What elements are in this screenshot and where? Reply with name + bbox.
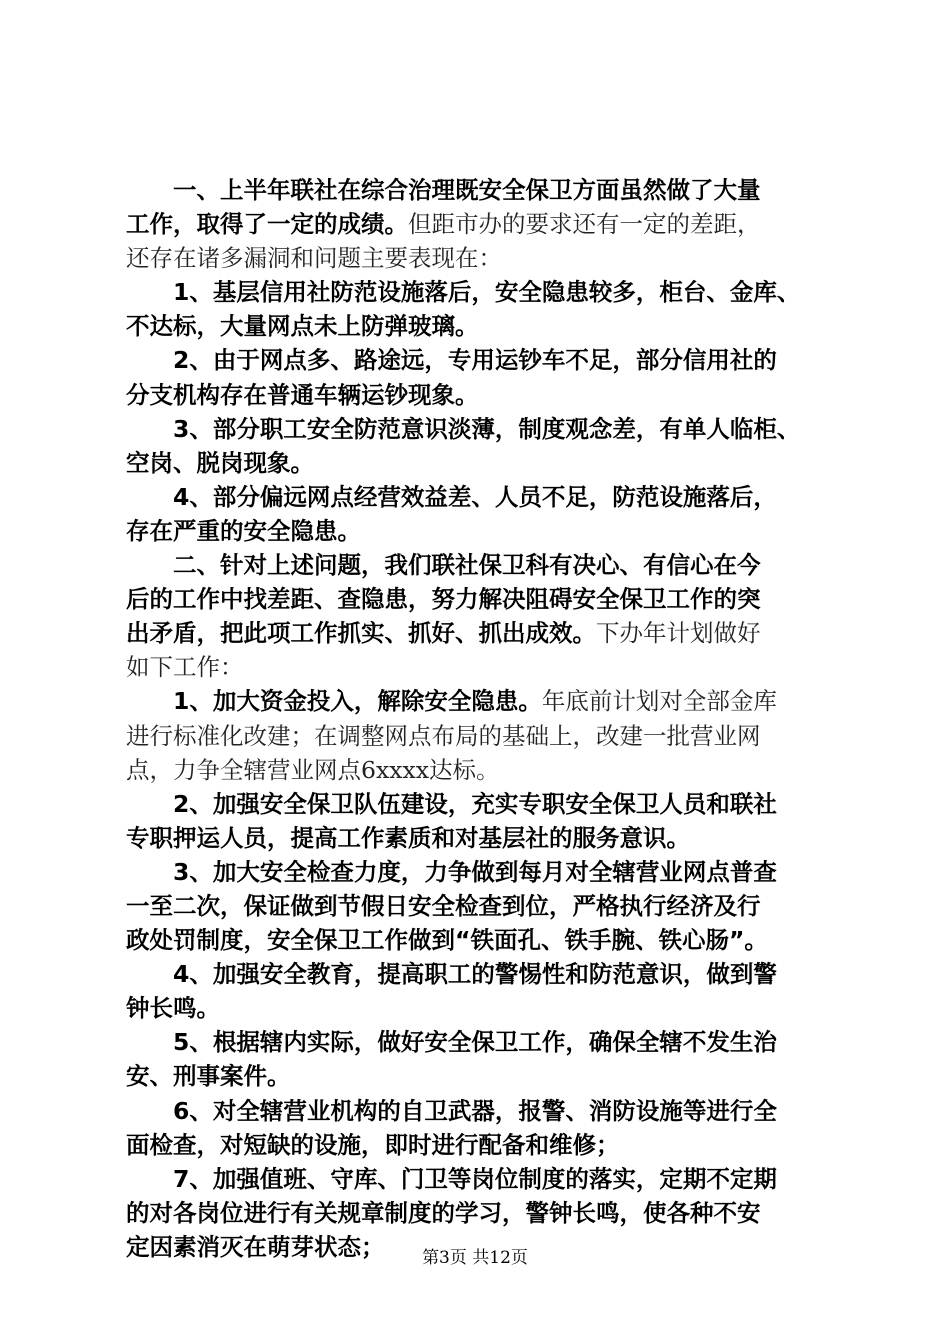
text-segment: 点，力争全辖营业网点6xxxx达标。	[126, 755, 500, 784]
text-line	[126, 684, 832, 718]
text-line	[126, 650, 832, 684]
text-segment: 政处罚制度，安全保卫工作做到“铁面孔、铁手腕、铁心肠”。	[126, 926, 768, 955]
text-segment: 空岗、脱岗现象。	[126, 448, 314, 477]
text-segment: 如下工作：	[126, 653, 244, 682]
text-segment: 3、部分职工安全防范意识淡薄，制度观念差，有单人临柜、	[173, 414, 801, 443]
text-line	[126, 616, 832, 650]
text-segment: 7、加强值班、守库、门卫等岗位制度的落实，定期不定期	[173, 1164, 777, 1193]
text-line	[126, 787, 832, 821]
text-line	[126, 173, 832, 207]
text-segment: 3、加大安全检查力度，力争做到每月对全辖营业网点普查	[173, 857, 777, 886]
text-segment: 钟长鸣。	[126, 994, 220, 1023]
text-line	[126, 1059, 832, 1093]
text-segment: 1、基层信用社防范设施落后，安全隐患较多，柜台、金库、	[173, 278, 801, 307]
text-line	[126, 412, 832, 446]
text-line	[126, 343, 832, 377]
text-segment: 1、加大资金投入，解除安全隐患。	[173, 687, 542, 716]
text-segment: 一、上半年联社在综合治理既安全保卫方面虽然做了大量	[173, 176, 761, 204]
text-segment: 安、刑事案件。	[126, 1062, 291, 1091]
text-segment: 出矛盾，把此项工作抓实、抓好、抓出成效。	[126, 619, 596, 648]
text-line	[126, 991, 832, 1025]
text-line	[126, 719, 832, 753]
text-line	[126, 1025, 832, 1059]
text-segment: 面检查，对短缺的设施，即时进行配备和维修；	[126, 1130, 620, 1159]
text-segment: 存在严重的安全隐患。	[126, 516, 361, 545]
text-segment: 6、对全辖营业机构的自卫武器，报警、消防设施等进行全	[173, 1096, 777, 1125]
document-body	[126, 173, 832, 1264]
text-line	[126, 753, 832, 787]
text-line	[126, 855, 832, 889]
text-segment: 一至二次，保证做到节假日安全检查到位，严格执行经济及行	[126, 891, 761, 920]
text-segment: 后的工作中找差距、查隐患，努力解决阻碍安全保卫工作的突	[126, 585, 761, 614]
text-line	[126, 207, 832, 241]
text-segment: 专职押运人员，提高工作素质和对基层社的服务意识。	[126, 823, 690, 852]
text-line	[126, 480, 832, 514]
text-line	[126, 582, 832, 616]
text-segment: 二、针对上述问题，我们联社保卫科有决心、有信心在今	[173, 551, 761, 580]
text-line	[126, 821, 832, 855]
text-segment: 分支机构存在普通车辆运钞现象。	[126, 380, 479, 409]
text-line	[126, 957, 832, 991]
text-line	[126, 514, 832, 548]
text-line	[126, 1162, 832, 1196]
text-segment: 还存在诸多漏洞和问题主要表现在：	[126, 244, 502, 273]
text-line	[126, 923, 832, 957]
text-segment: 的对各岗位进行有关规章制度的学习，警钟长鸣，使各种不安	[126, 1198, 761, 1227]
text-segment: 不达标，大量网点未上防弹玻璃。	[126, 312, 479, 341]
text-line	[126, 1128, 832, 1162]
text-segment: 4、加强安全教育，提高职工的警惕性和防范意识，做到警	[173, 960, 777, 989]
text-line	[126, 1094, 832, 1128]
text-segment: 但距市办的要求还有一定的差距，	[408, 210, 761, 239]
text-line	[126, 309, 832, 343]
text-segment: 下办年计划做好	[596, 619, 761, 648]
text-segment: 5、根据辖内实际，做好安全保卫工作，确保全辖不发生治	[173, 1028, 777, 1057]
text-line	[126, 378, 832, 412]
text-segment: 工作，取得了一定的成绩。	[126, 210, 408, 239]
text-line	[126, 446, 832, 480]
page-footer: 第3页 共12页	[422, 1248, 528, 1268]
text-line	[126, 889, 832, 923]
text-segment: 定因素消灭在萌芽状态；	[126, 1232, 385, 1261]
text-line	[126, 275, 832, 309]
text-segment: 2、加强安全保卫队伍建设，充实专职安全保卫人员和联社	[173, 789, 777, 818]
text-segment: 4、部分偏远网点经营效益差、人员不足，防范设施落后，	[173, 482, 777, 511]
text-segment: 2、由于网点多、路途远，专用运钞车不足，部分信用社的	[173, 346, 777, 375]
text-line	[126, 1196, 832, 1230]
text-segment: 进行标准化改建；在调整网点布局的基础上，改建一批营业网	[126, 721, 761, 750]
text-segment: 年底前计划对全部金库	[541, 687, 777, 716]
text-line	[126, 548, 832, 582]
text-line	[126, 241, 832, 275]
